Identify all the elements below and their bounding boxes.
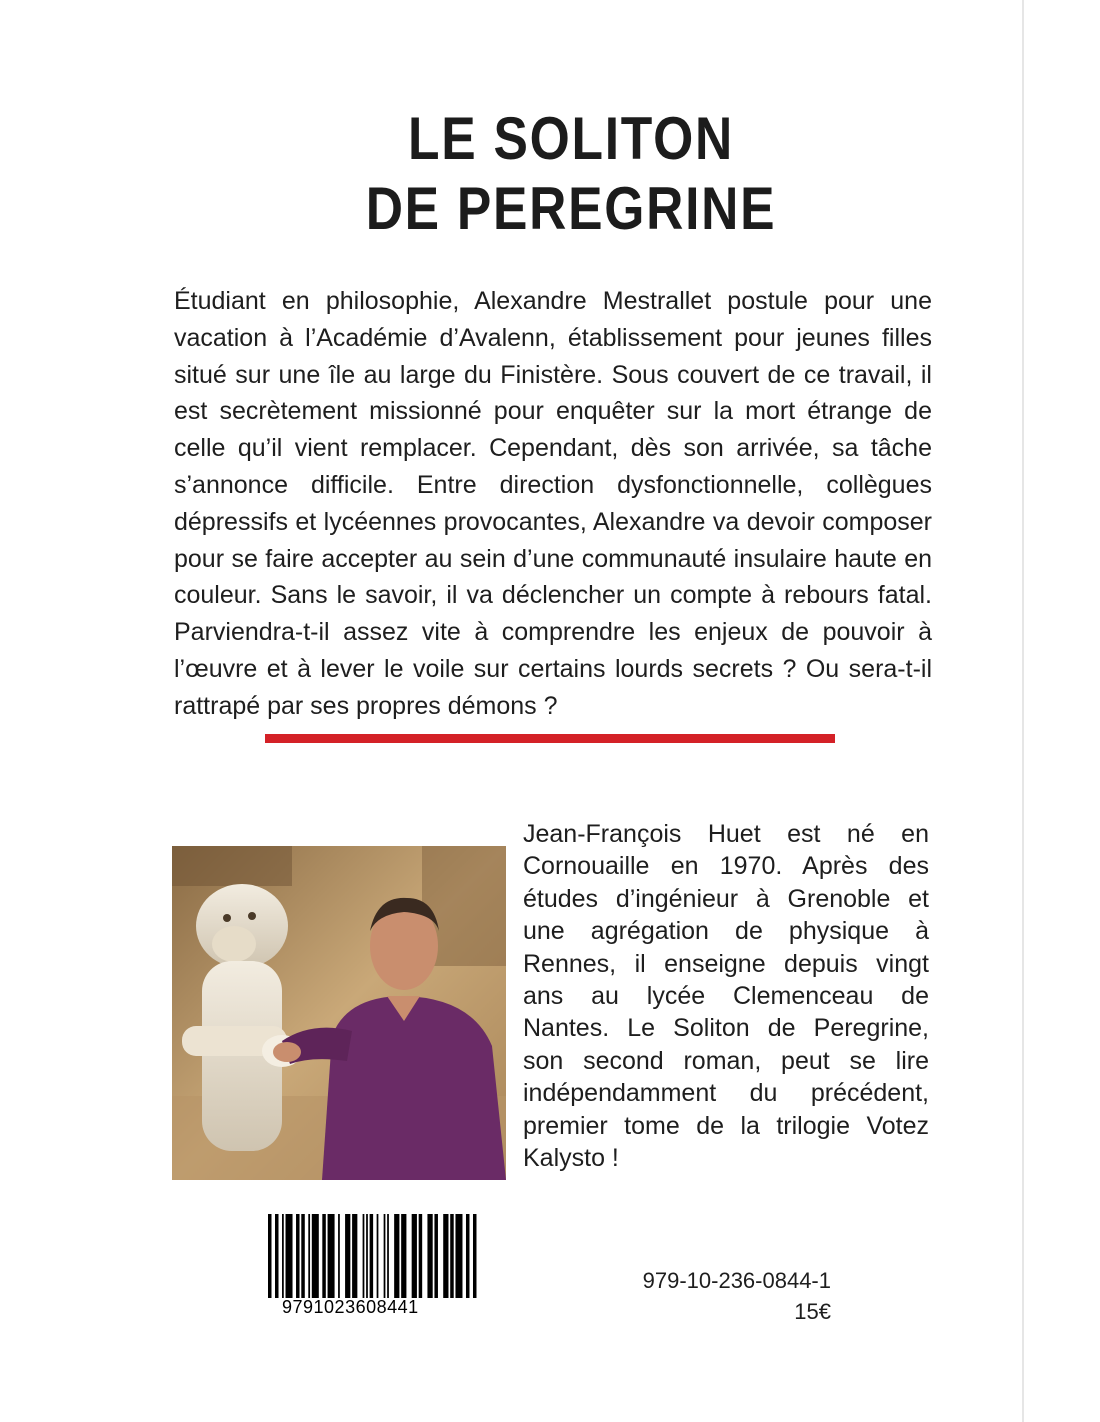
barcode-bar [377, 1214, 379, 1298]
title-line-2: DE PEREGRINE [365, 175, 777, 242]
barcode-bar [322, 1214, 326, 1298]
barcode-bar [466, 1214, 470, 1298]
barcode-bar [363, 1214, 365, 1298]
barcode-bar [455, 1214, 462, 1298]
barcode-bar [308, 1214, 310, 1298]
barcode-bar [345, 1214, 350, 1298]
barcode-bar [275, 1214, 279, 1298]
barcode-digits: 9791023608441 [282, 1297, 419, 1317]
barcode-bar [450, 1214, 454, 1298]
barcode-bar [384, 1214, 386, 1298]
barcode-bar [338, 1214, 340, 1298]
author-bio: Jean-François Huet est né en Cornouaille en 1970. Après des études d’ingénieur à Grenoble et une agrégation de physique à Rennes, il enseigne depuis vingt ans au lycée Clemenceau de Nantes. Le Soliton de Peregrine, son second roman, peut se lire indépendamment du précédent, premier tome de la trilogie Votez Kalysto ! [523, 820, 929, 1173]
barcode-bar [387, 1214, 389, 1298]
barcode-bar [268, 1214, 272, 1298]
barcode-bar [370, 1214, 374, 1298]
book-title [80, 104, 1062, 244]
blurb-paragraph: Étudiant en philosophie, Alexandre Mestrallet postule pour une vacation à l’Académie d’Avalenn, établissement pour jeunes filles situé sur une île au large du Finistère. Sous couvert de ce travail, il est secrètement missionné pour enquêter sur la mort étrange de celle qu’il vient remplacer. Cependant, dès son arrivée, sa tâche s’annonce difficile. Entre direction dysfonctionnelle, collègues dépressifs et lycéennes provocantes, Alexandre va devoir composer pour se faire accepter au sein d’une communauté insulaire haute en couleur. Sans le savoir, il va déclencher un compte à rebours fatal. Parviendra-t-il assez vite à comprendre les enjeux de pouvoir à l’œuvre et à lever le voile sur certains lourds secrets ? Ou sera-t-il rattrapé par ses propres démons ? [174, 287, 932, 720]
barcode-bar [427, 1214, 432, 1298]
price: 15€ [794, 1299, 831, 1324]
barcode-bar [412, 1214, 417, 1298]
barcode-bar [473, 1214, 477, 1298]
author-photo [172, 846, 506, 1180]
barcode-bar [394, 1214, 399, 1298]
barcode-bar [296, 1214, 300, 1298]
barcode-bar [286, 1214, 293, 1298]
barcode-bar [443, 1214, 448, 1298]
isbn: 979-10-236-0844-1 [642, 1268, 831, 1293]
barcode-bar [312, 1214, 319, 1298]
barcode-bar [328, 1214, 335, 1298]
barcode-bar [366, 1214, 368, 1298]
barcode-bar [282, 1214, 284, 1298]
barcode-bar [401, 1214, 406, 1298]
barcode-bar [434, 1214, 438, 1298]
title-line-1: LE SOLITON [408, 105, 734, 172]
barcode-bar [301, 1214, 305, 1298]
barcode-bar [419, 1214, 423, 1298]
red-divider [265, 734, 835, 743]
barcode-bar [352, 1214, 357, 1298]
